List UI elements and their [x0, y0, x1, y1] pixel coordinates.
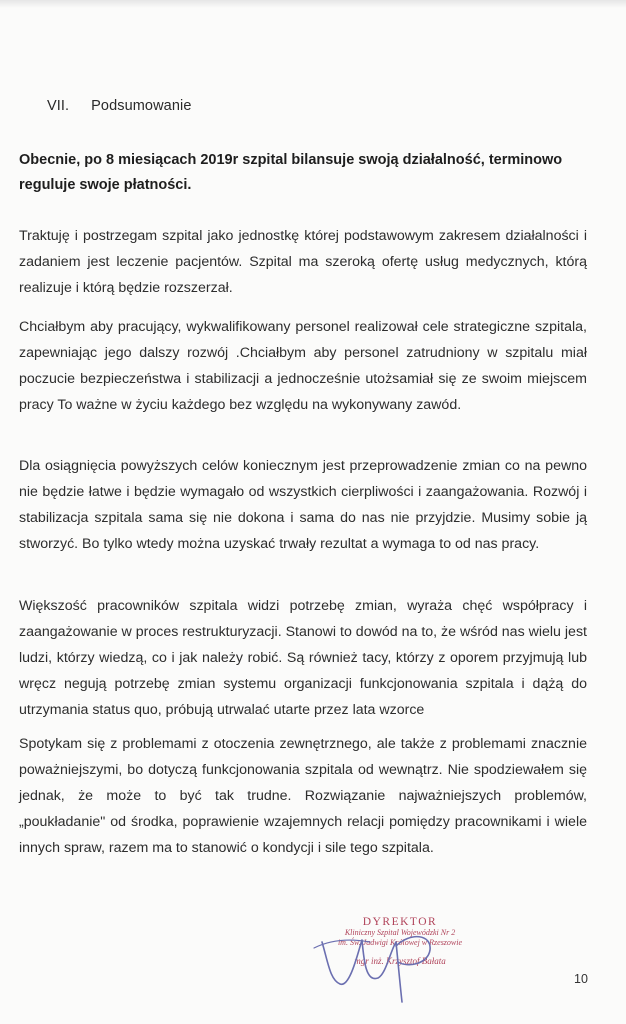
stamp-org-line-2: im. Św. Jadwigi Królowej w Rzeszowie: [337, 938, 463, 947]
section-number: VII.: [47, 98, 70, 114]
paragraph-5: Spotykam się z problemami z otoczenia zewnętrznego, ale także z problemami znacznie poważniejszymi, bo dotyczą funkcjonowania szpitala od wewnątrz. Nie spodziewałem się jednak, że może to być tak trudne. Rozwiązanie najważniejszych problemów, „poukładanie" od środka, poprawienie wzajemnych relacji pomiędzy pracownikami i wiele innych spraw, razem ma to stanowić o kondycji i sile tego szpitala.: [19, 736, 587, 856]
section-title: Podsumowanie: [91, 98, 192, 114]
scan-top-edge: [0, 0, 626, 8]
page-number: 10: [574, 972, 588, 986]
lead-statement: Obecnie, po 8 miesiącach 2019r szpital bilansuje swoją działalność, terminowo reguluje swoje płatności.: [19, 152, 563, 193]
paragraph-2: Chciałbym aby pracujący, wykwalifikowany personel realizował cele strategiczne szpitala, zapewniając jego dalszy rozwój .Chciałbym aby personel zatrudniony w szpitalu miał poczucie bezpieczeństwa i stabilizacji a jednocześnie utożsamiał się ze swoim miejscem pracy To ważne w życiu każdego bez względu na wykonywany zawód.: [19, 319, 587, 413]
stamp-name: mgr inż. Krzysztof Bałata: [354, 956, 446, 966]
section-heading: [47, 98, 191, 114]
paragraph-1: Traktuję i postrzegam szpital jako jednostkę której podstawowym zakresem działalności i zadaniem jest leczenie pacjentów. Szpital ma szeroką ofertę usług medycznych, którą realizuje i którą będzie rozszerzał.: [19, 228, 587, 296]
paragraph-4: Większość pracowników szpitala widzi potrzebę zmian, wyraża chęć współpracy i zaangażowanie w proces restrukturyzacji. Stanowi to dowód na to, że wśród nas wielu jest ludzi, którzy wiedzą, co i jak należy robić. Są również tacy, którzy z oporem przyjmują lub wręcz negują potrzebę zmian systemu organizacji funkcjonowania szpitala i dążą do utrzymania status quo, próbują utrwalać utarte przez lata wzorce: [19, 598, 587, 718]
stamp-title: DYREKTOR: [362, 916, 438, 928]
paragraph-3: Dla osiągnięcia powyższych celów koniecznym jest przeprowadzenie zmian co na pewno nie będzie łatwe i będzie wymagało od wszystkich cierpliwości i zaangażowania. Rozwój i stabilizacja szpitala sama się nie dokona i sama do nas nie przyjdzie. Musimy sobie ją stworzyć. Bo tylko wtedy można uzyskać trwały rezultat a wymaga to od nas pracy.: [19, 458, 587, 552]
stamp-org-line-1: Kliniczny Szpital Wojewódzki Nr 2: [344, 928, 456, 937]
handwritten-signature: [300, 912, 450, 1007]
